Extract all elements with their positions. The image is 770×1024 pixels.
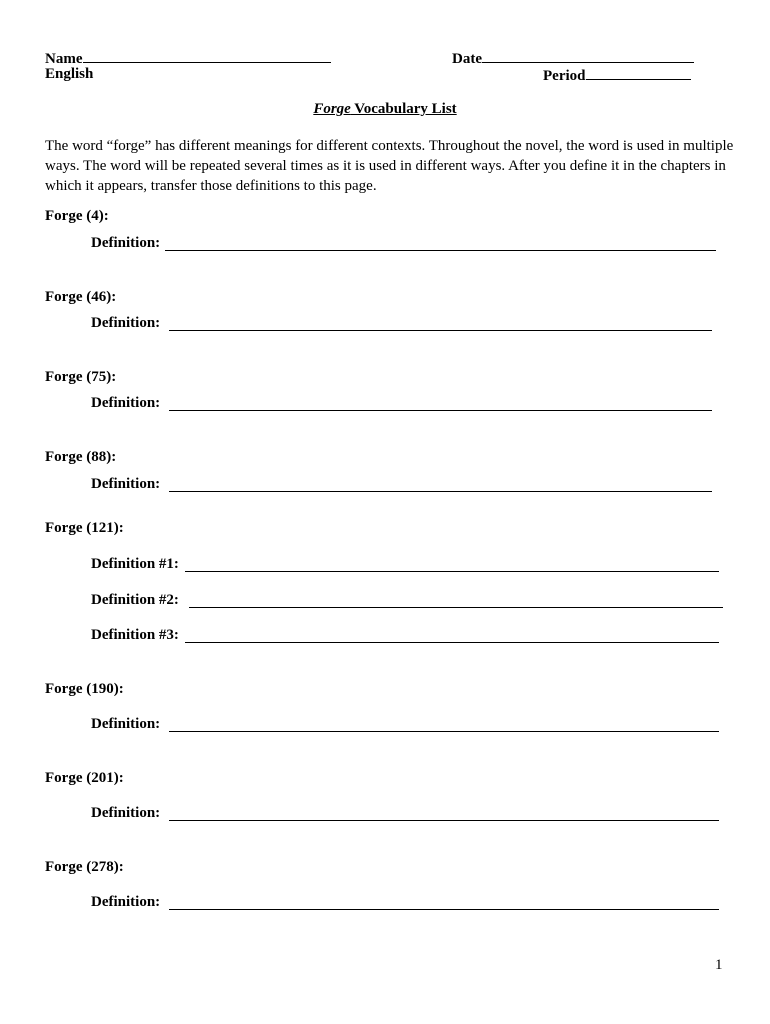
- forge-heading: Forge (190):: [45, 681, 124, 697]
- forge-heading: Forge (75):: [45, 369, 117, 385]
- definition-input-line[interactable]: [185, 571, 719, 572]
- name-label: Name: [45, 51, 83, 67]
- definition-label: Definition #2:: [91, 592, 179, 608]
- definition-row[interactable]: [91, 716, 160, 733]
- definition-row[interactable]: [91, 315, 160, 332]
- definition-row[interactable]: [91, 592, 179, 609]
- forge-heading: Forge (278):: [45, 859, 124, 875]
- definition-label: Definition:: [91, 805, 161, 821]
- title-rest: Vocabulary List: [350, 101, 457, 117]
- definition-input-line[interactable]: [169, 909, 719, 910]
- title-book: Forge: [313, 101, 351, 117]
- forge-heading: Forge (121):: [45, 520, 124, 536]
- definition-label: Definition:: [91, 894, 161, 910]
- period-input-line[interactable]: [586, 65, 691, 80]
- definition-input-line[interactable]: [169, 410, 712, 411]
- date-input-line[interactable]: [482, 48, 694, 63]
- definition-input-line[interactable]: [169, 731, 719, 732]
- period-field[interactable]: [543, 65, 691, 85]
- page-title: [0, 101, 770, 118]
- page-number: 1: [715, 957, 723, 973]
- definition-input-line[interactable]: [165, 250, 716, 251]
- definition-label: Definition:: [91, 716, 161, 732]
- definition-input-line[interactable]: [169, 330, 712, 331]
- definition-label: Definition:: [91, 395, 161, 411]
- definition-input-line[interactable]: [169, 820, 719, 821]
- forge-heading: Forge (46):: [45, 289, 117, 305]
- definition-row[interactable]: [91, 476, 160, 493]
- definition-row[interactable]: [91, 556, 179, 573]
- forge-heading: Forge (201):: [45, 770, 124, 786]
- definition-input-line[interactable]: [169, 491, 712, 492]
- definition-row[interactable]: [91, 805, 160, 822]
- definition-row[interactable]: [91, 627, 179, 644]
- definition-label: Definition #3:: [91, 627, 179, 643]
- definition-label: Definition:: [91, 315, 161, 331]
- forge-heading: Forge (88):: [45, 449, 117, 465]
- definition-row[interactable]: [91, 235, 160, 252]
- definition-row[interactable]: [91, 894, 160, 911]
- definition-input-line[interactable]: [189, 607, 723, 608]
- definition-label: Definition #1:: [91, 556, 179, 572]
- definition-row[interactable]: [91, 395, 160, 412]
- intro-paragraph: The word “forge” has different meanings for different contexts. Throughout the novel, the word is used in multiple ways. The word will be repeated several times as it is used in different ways. After you define it in the chapters in which it appears, transfer those definitions to this page.: [45, 138, 734, 194]
- definition-input-line[interactable]: [185, 642, 719, 643]
- forge-heading: Forge (4):: [45, 208, 109, 224]
- definition-label: Definition:: [91, 476, 161, 492]
- name-input-line[interactable]: [83, 48, 331, 63]
- course-label: English: [45, 66, 94, 82]
- period-label: Period: [543, 68, 586, 84]
- definition-label: Definition:: [91, 235, 161, 251]
- date-label: Date: [452, 51, 482, 67]
